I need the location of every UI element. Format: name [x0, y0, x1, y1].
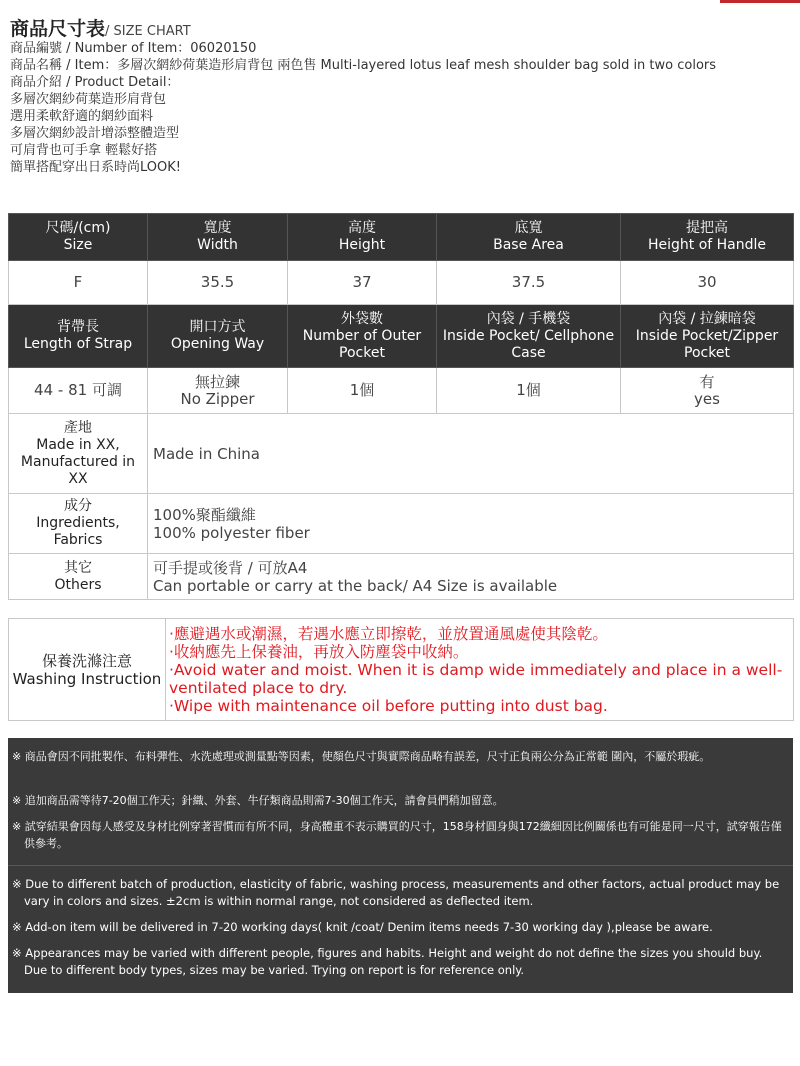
value-size: F	[9, 261, 148, 305]
note-en: ※ Due to different batch of production, elasticity of fabric, washing process, measurements and other factors, actual product may be vary in colors and sizes. ±2cm is within normal range, not considered as deflected item.	[12, 877, 780, 908]
detail-line: 多層次網紗荷葉造形肩背包	[10, 92, 167, 107]
header-size: 尺碼/(cm) Size	[9, 214, 148, 261]
item-name: 商品名稱 / Item：多層次網紗荷葉造形肩背包 兩色售 Multi-layered lotus leaf mesh shoulder bag sold in two colors	[10, 58, 717, 73]
product-info	[10, 40, 790, 176]
detail-line: 多層次網紗設計增添整體造型	[10, 126, 180, 141]
page-header	[10, 14, 790, 176]
value-strap-length: 44 - 81 可調	[9, 368, 148, 414]
others-row	[9, 554, 794, 600]
notes-divider	[8, 865, 793, 866]
title-sub: / SIZE CHART	[105, 24, 191, 39]
detail-value-row	[9, 368, 794, 414]
note-cn: ※ 試穿結果會因每人感受及身材比例穿著習慣而有所不同，身高體重不表示購買的尺寸，158身材圓身與172纖細因比例關係也有可能是同一尺寸，試穿報告僅供參考。	[12, 820, 782, 850]
others-label: 其它 Others	[9, 554, 148, 600]
detail-header-row	[9, 305, 794, 368]
origin-value: Made in China	[148, 414, 794, 494]
value-outer-pocket: 1個	[288, 368, 437, 414]
washing-label: 保養洗滌注意 Washing Instruction	[9, 619, 166, 721]
note-en: ※ Add-on item will be delivered in 7-20 working days( knit /coat/ Denim items needs 7-30 working day ),please be aware.	[12, 920, 713, 934]
size-value-row	[9, 261, 794, 305]
value-opening-way: 無拉鍊 No Zipper	[148, 368, 288, 414]
detail-line: 選用柔軟舒適的網紗面料	[10, 109, 154, 124]
value-base-area: 37.5	[437, 261, 621, 305]
value-handle-height: 30	[621, 261, 794, 305]
title-main: 商品尺寸表	[10, 18, 106, 40]
detail-label: 商品介紹 / Product Detail：	[10, 75, 180, 90]
ingredients-row	[9, 494, 794, 554]
ingredients-value: 100%聚酯纖維 100% polyester fiber	[148, 494, 794, 554]
header-handle-height: 提把高 Height of Handle	[621, 214, 794, 261]
size-header-row	[9, 214, 794, 261]
detail-line: 簡單搭配穿出日系時尚LOOK!	[10, 160, 181, 175]
note-en: ※ Appearances may be varied with different people, figures and habits. Height and weight do not define the sizes you should buy. Due to different body types, sizes may be varied. Trying on report is for reference only.	[12, 946, 763, 977]
washing-instruction-table	[8, 618, 794, 721]
header-cellphone-pocket: 內袋 / 手機袋 Inside Pocket/ Cellphone Case	[437, 305, 621, 368]
page-title	[10, 14, 790, 40]
header-opening-way: 開口方式 Opening Way	[148, 305, 288, 368]
care-line: ·Wipe with maintenance oil before putting into dust bag.	[169, 696, 608, 715]
care-line: ·收納應先上保養油，再放入防塵袋中收納。	[169, 642, 469, 661]
size-table	[8, 213, 794, 600]
origin-row	[9, 414, 794, 494]
detail-line: 可肩背也可手拿 輕鬆好搭	[10, 143, 158, 158]
item-number: 商品編號 / Number of Item：06020150	[10, 41, 257, 56]
care-line: ·應避遇水或潮濕，若遇水應立即擦乾，並放置通風處使其陰乾。	[169, 624, 608, 643]
value-cellphone-pocket: 1個	[437, 368, 621, 414]
value-width: 35.5	[148, 261, 288, 305]
washing-instructions	[166, 619, 794, 721]
care-line: ·Avoid water and moist. When it is damp wide immediately and place in a well-ventilated place to dry.	[169, 660, 783, 697]
header-outer-pocket: 外袋數 Number of Outer Pocket	[288, 305, 437, 368]
value-zipper-pocket: 有 yes	[621, 368, 794, 414]
header-width: 寬度 Width	[148, 214, 288, 261]
others-value: 可手提或後背 / 可放A4 Can portable or carry at the back/ A4 Size is available	[148, 554, 794, 600]
header-zipper-pocket: 內袋 / 拉鍊暗袋 Inside Pocket/Zipper Pocket	[621, 305, 794, 368]
top-accent-bar	[720, 0, 800, 3]
header-height: 高度 Height	[288, 214, 437, 261]
value-height: 37	[288, 261, 437, 305]
ingredients-label: 成分 Ingredients, Fabrics	[9, 494, 148, 554]
notes-panel	[8, 738, 793, 993]
origin-label: 產地 Made in XX, Manufactured in XX	[9, 414, 148, 494]
note-cn: ※ 商品會因不同批製作、布料彈性、水洗處理或測量點等因素，使顏色尺寸與實際商品略有誤差，尺寸正負兩公分為正常範 圍內，不屬於瑕疵。	[12, 750, 711, 763]
header-strap-length: 背帶長 Length of Strap	[9, 305, 148, 368]
header-base-area: 底寬 Base Area	[437, 214, 621, 261]
note-cn: ※ 追加商品需等待7-20個工作天；針織、外套、牛仔類商品則需7-30個工作天，請會員們稍加留意。	[12, 794, 504, 807]
